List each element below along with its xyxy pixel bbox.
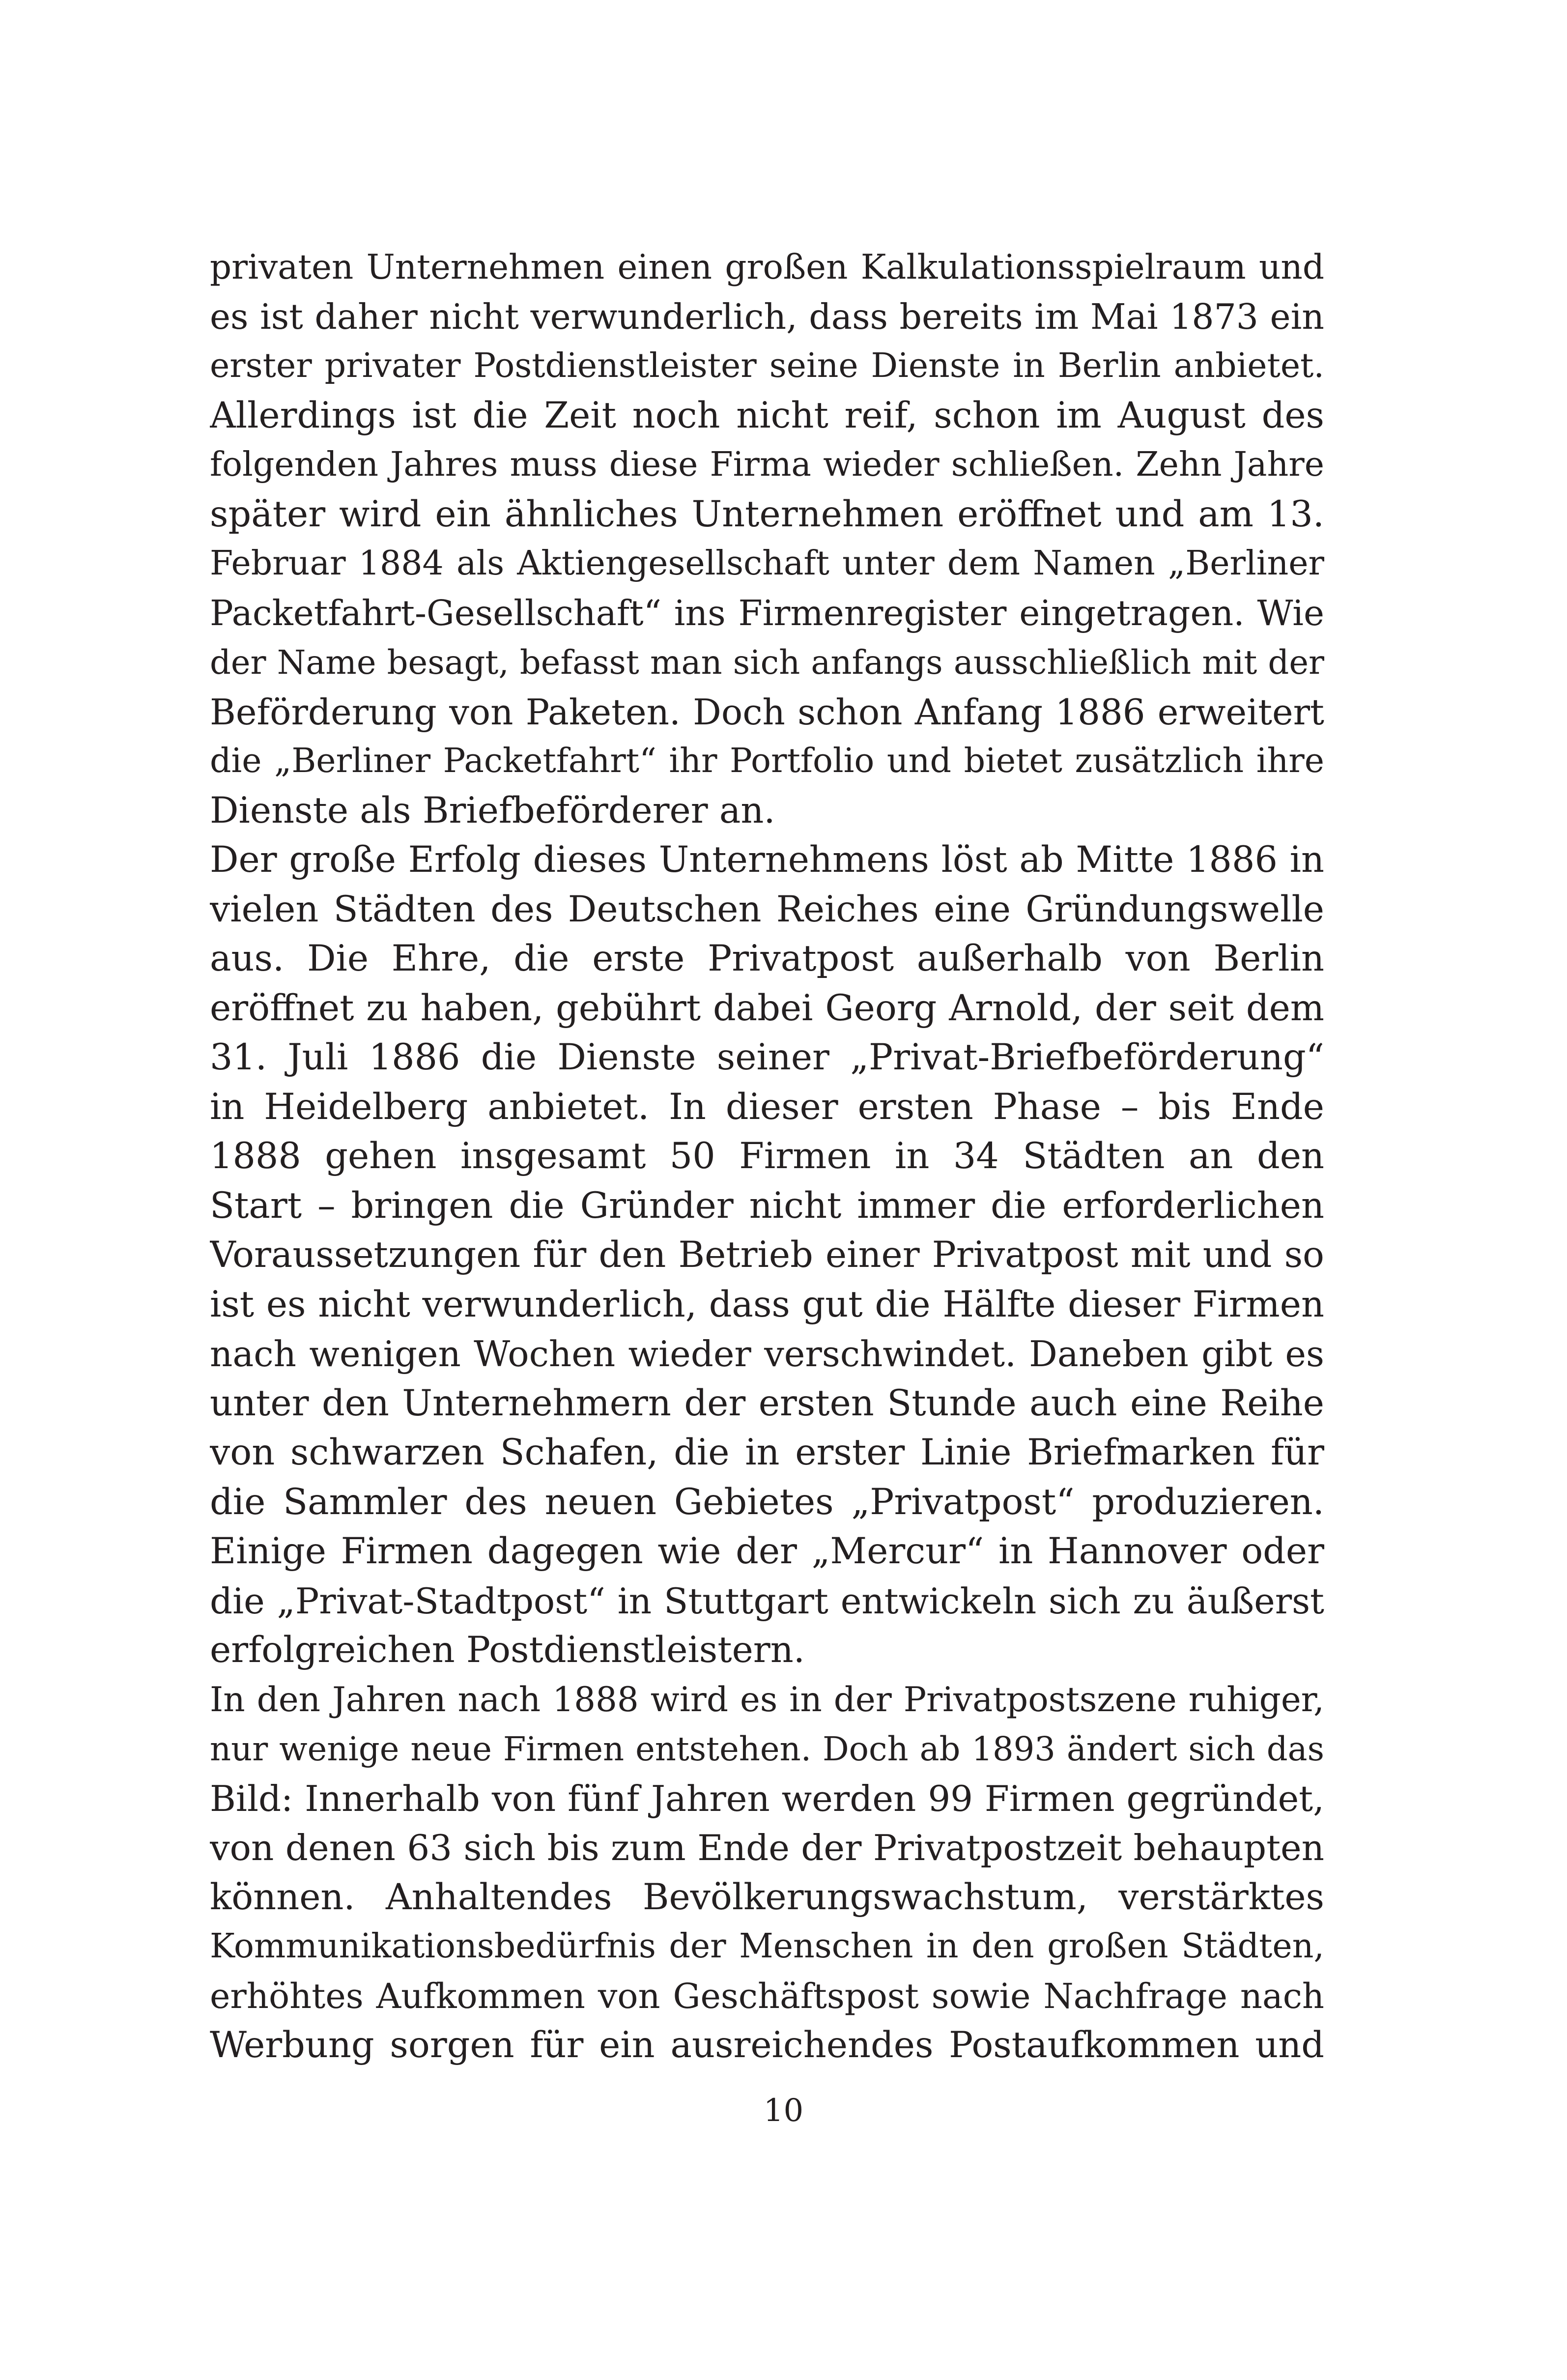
text-line: von schwarzen Schafen, die in erster Linie Briefmarken für xyxy=(210,1432,1324,1473)
text-line: unter den Unternehmern der ersten Stunde auch eine Reihe xyxy=(210,1382,1324,1424)
text-line: die „Privat-Stadtpost“ in Stuttgart entwickeln sich zu äußerst xyxy=(210,1580,1324,1622)
text-line: Februar 1884 als Aktiengesellschaft unter dem Namen „Berliner xyxy=(210,544,1324,583)
text-line: der Name besagt, befasst man sich anfangs ausschließlich mit der xyxy=(210,643,1324,682)
text-line: Bild: Innerhalb von fünf Jahren werden 99 Firmen gegründet, xyxy=(210,1778,1324,1819)
text-line: können. Anhaltendes Bevölkerungswachstum, verstärktes xyxy=(210,1876,1324,1918)
text-line: privaten Unternehmen einen großen Kalkulationsspielraum und xyxy=(210,248,1324,287)
text-line: Allerdings ist die Zeit noch nicht reif, schon im August des xyxy=(210,394,1324,436)
text-line: später wird ein ähnliches Unternehmen eröffnet und am 13. xyxy=(210,493,1324,535)
text-line: ist es nicht verwunderlich, dass gut die Hälfte dieser Firmen xyxy=(210,1283,1324,1325)
text-line: eröffnet zu haben, gebührt dabei Georg Arnold, der seit dem xyxy=(210,987,1324,1029)
body-text xyxy=(210,243,1324,2070)
text-line: nach wenigen Wochen wieder verschwindet. Daneben gibt es xyxy=(210,1333,1324,1375)
text-line: von denen 63 sich bis zum Ende der Privatpostzeit behaupten xyxy=(210,1827,1324,1868)
text-line: Start – bringen die Gründer nicht immer die erforderlichen xyxy=(210,1184,1324,1227)
paragraph-end-line: Dienste als Briefbeförderer an. xyxy=(210,789,775,832)
text-line: Kommunikationsbedürfnis der Menschen in den großen Städten, xyxy=(210,1927,1324,1966)
text-line: die „Berliner Packetfahrt“ ihr Portfolio und bietet zusätzlich ihre xyxy=(210,742,1324,780)
text-line: nur wenige neue Firmen entstehen. Doch ab 1893 ändert sich das xyxy=(210,1730,1324,1768)
text-line: Werbung sorgen für ein ausreichendes Postaufkommen und xyxy=(210,2024,1324,2066)
text-line: Voraussetzungen für den Betrieb einer Privatpost mit und so xyxy=(210,1234,1324,1276)
text-line: 1888 gehen insgesamt 50 Firmen in 34 Städten an den xyxy=(210,1135,1324,1177)
text-line: Der große Erfolg dieses Unternehmens löst ab Mitte 1886 in xyxy=(210,839,1324,881)
text-line: 31. Juli 1886 die Dienste seiner „Privat-Briefbeförderung“ xyxy=(210,1036,1324,1078)
text-line: Einige Firmen dagegen wie der „Mercur“ in Hannover oder xyxy=(210,1530,1324,1572)
text-line: die Sammler des neuen Gebietes „Privatpost“ produzieren. xyxy=(210,1481,1324,1523)
text-line: aus. Die Ehre, die erste Privatpost außerhalb von Berlin xyxy=(210,938,1324,979)
page-number: 10 xyxy=(763,2093,804,2129)
text-line: in Heidelberg anbietet. In dieser ersten Phase – bis Ende xyxy=(210,1086,1324,1128)
text-line: folgenden Jahres muss diese Firma wieder schließen. Zehn Jahre xyxy=(210,445,1324,484)
text-line: Beförderung von Paketen. Doch schon Anfang 1886 erweitert xyxy=(210,691,1324,733)
text-line: erhöhtes Aufkommen von Geschäftspost sowie Nachfrage nach xyxy=(210,1976,1324,2016)
text-line: Packetfahrt-Gesellschaft“ ins Firmenregister eingetragen. Wie xyxy=(210,592,1324,633)
text-line: In den Jahren nach 1888 wird es in der Privatpostszene ruhiger, xyxy=(210,1680,1324,1720)
text-line: erster privater Postdienstleister seine Dienste in Berlin anbietet. xyxy=(210,346,1324,385)
text-line: es ist daher nicht verwunderlich, dass bereits im Mai 1873 ein xyxy=(210,296,1324,337)
text-line: vielen Städten des Deutschen Reiches eine Gründungswelle xyxy=(210,888,1324,930)
paragraph-end-line: erfolgreichen Postdienstleistern. xyxy=(210,1629,805,1671)
